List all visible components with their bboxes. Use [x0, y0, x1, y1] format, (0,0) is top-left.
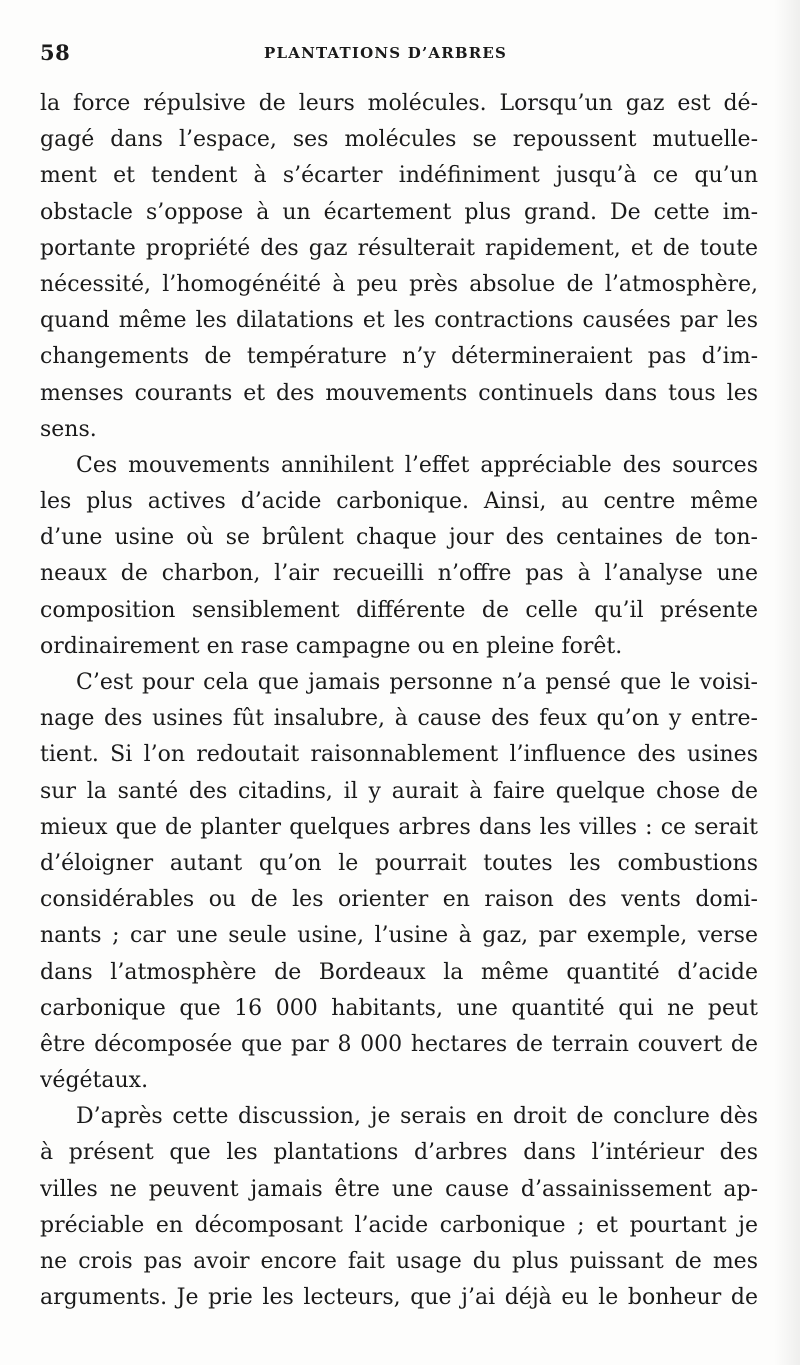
text-line: dans l’atmosphère de Bordeaux la même quantité d’acide	[40, 959, 758, 985]
running-head	[40, 40, 760, 76]
text-line: les plus actives d’acide carbonique. Ainsi, au centre même	[40, 489, 758, 515]
text-line: ne crois pas avoir encore fait usage du plus puissant de mes	[40, 1249, 758, 1274]
text-line: nage des usines fût insalubre, à cause des feux qu’on y entre-	[40, 706, 758, 732]
text-line: menses courants et des mouvements continuels dans tous les	[40, 380, 758, 406]
text-line: la force répulsive de leurs molécules. Lorsqu’un gaz est dé-	[40, 91, 758, 116]
text-line: carbonique que 16 000 habitants, une quantité qui ne peut	[40, 995, 758, 1021]
text-line: sens.	[40, 416, 97, 442]
text-line: portante propriété des gaz résulterait rapidement, et de toute	[40, 235, 758, 261]
running-title: PLANTATIONS D’ARBRES	[264, 44, 508, 62]
text-line: d’éloigner autant qu’on le pourrait toutes les combustions	[40, 850, 758, 876]
text-line: préciable en décomposant l’acide carbonique ; et pourtant je	[40, 1212, 758, 1238]
text-line: ordinairement en rase campagne ou en pleine forêt.	[40, 633, 623, 659]
text-line: changements de température n’y détermineraient pas d’im-	[40, 344, 758, 370]
text-line: d’une usine où se brûlent chaque jour des centaines de ton-	[40, 525, 758, 551]
text-line: végétaux.	[40, 1068, 149, 1094]
paragraph-1	[40, 86, 758, 448]
body-text	[40, 86, 758, 1316]
text-line: neaux de charbon, l’air recueilli n’offre pas à l’analyse une	[40, 561, 758, 587]
paragraph-4	[40, 1099, 758, 1316]
page-number: 58	[40, 40, 71, 65]
text-line: nants ; car une seule usine, l’usine à gaz, par exemple, verse	[40, 923, 758, 949]
text-line: D’après cette discussion, je serais en droit de conclure dès	[76, 1104, 758, 1130]
paragraph-3	[40, 665, 758, 1099]
text-line: sur la santé des citadins, il y aurait à faire quelque chose de	[40, 778, 758, 804]
text-line: obstacle s’oppose à un écartement plus grand. De cette im-	[40, 199, 758, 225]
text-line: C’est pour cela que jamais personne n’a pensé que le voisi-	[76, 670, 758, 695]
text-line: gagé dans l’espace, ses molécules se repoussent mutuelle-	[40, 127, 758, 153]
text-line: quand même les dilatations et les contractions causées par les	[40, 308, 758, 334]
page-edge-shadow	[774, 0, 800, 1365]
text-line: mieux que de planter quelques arbres dans les villes : ce serait	[40, 814, 758, 840]
text-line: villes ne peuvent jamais être une cause d’assainissement ap-	[40, 1176, 758, 1202]
text-line: arguments. Je prie les lecteurs, que j’ai déjà eu le bonheur de	[40, 1285, 758, 1311]
paragraph-2	[40, 448, 758, 665]
text-line: ment et tendent à s’écarter indéfiniment jusqu’à ce qu’un	[40, 163, 758, 189]
text-line: à présent que les plantations d’arbres dans l’intérieur des	[40, 1140, 758, 1166]
text-line: composition sensiblement différente de celle qu’il présente	[40, 597, 758, 623]
text-line: être décomposée que par 8 000 hectares de terrain couvert de	[40, 1031, 758, 1057]
text-line: Ces mouvements annihilent l’effet appréciable des sources	[76, 452, 758, 478]
text-line: nécessité, l’homogénéité à peu près absolue de l’atmosphère,	[40, 271, 758, 297]
text-line: tient. Si l’on redoutait raisonnablement l’influence des usines	[40, 742, 758, 768]
text-line: considérables ou de les orienter en raison des vents domi-	[40, 887, 758, 913]
